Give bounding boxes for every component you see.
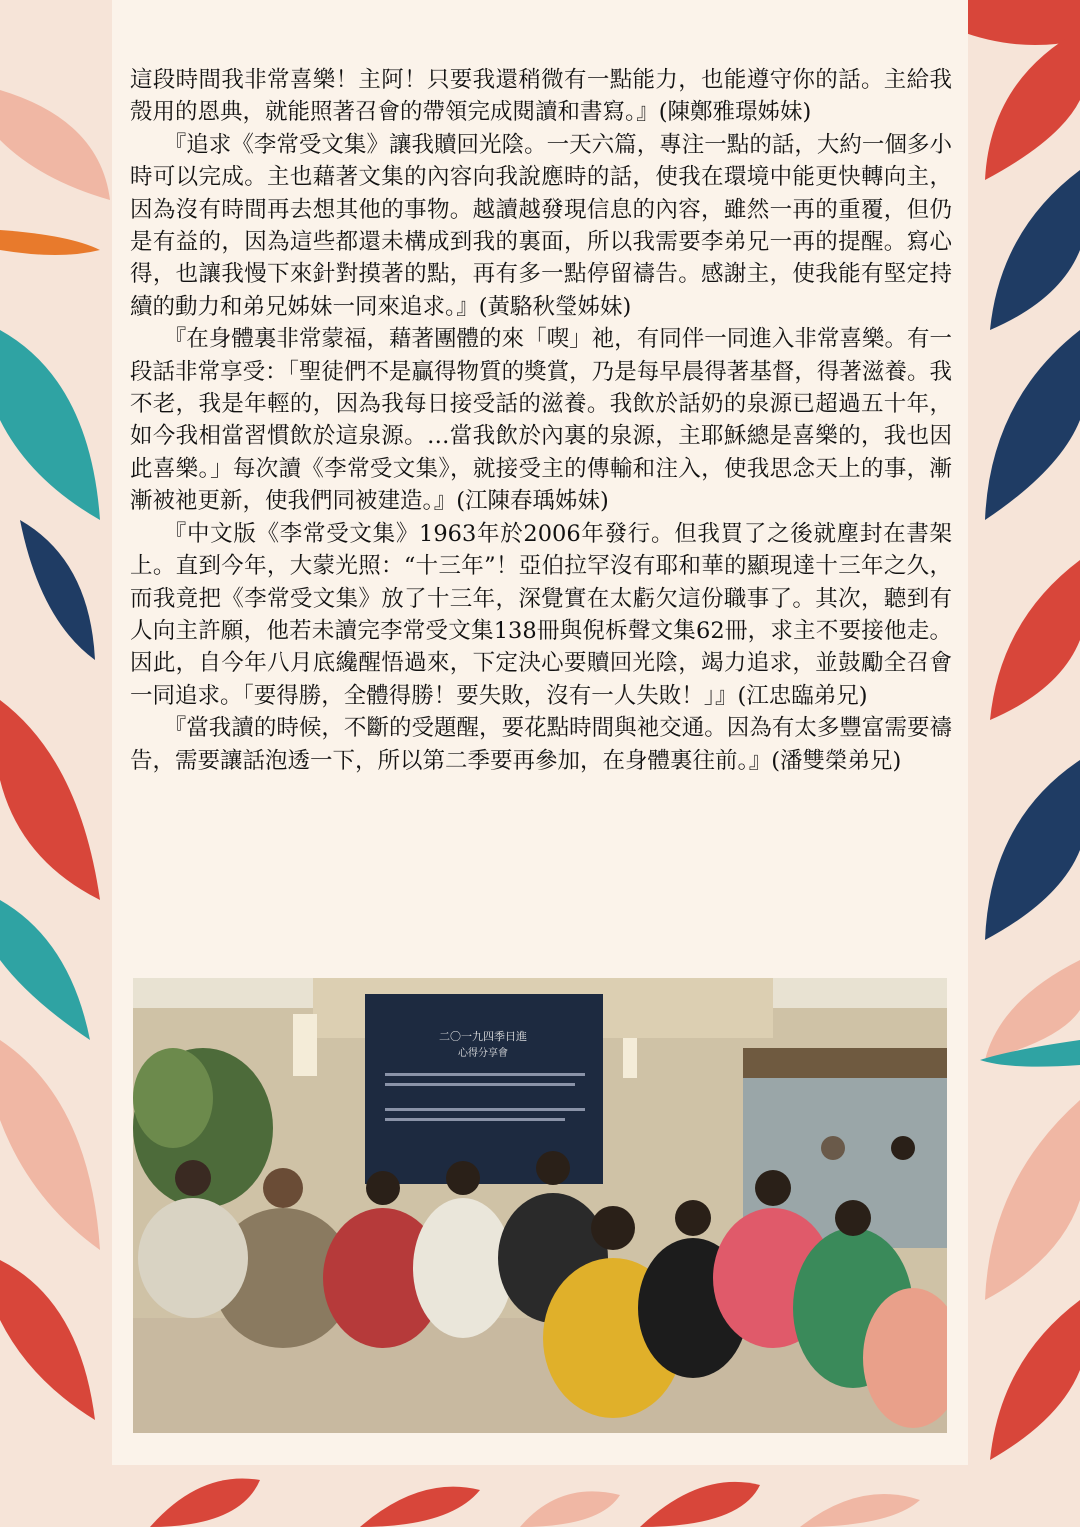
testimony-paragraph-3: 『在身體裏非常蒙福，藉著團體的來「喫」祂，有同伴一同進入非常喜樂。有一段話非常享受：「聖徒們不是贏得物質的獎賞，乃是每早晨得著基督，得著滋養。我不老，我是年輕的，因為我每日接受話的滋養。我飲於話奶的泉源已超過五十年，如今我相當習慣飲於這泉源。…當我飲於內裏的泉源，主耶穌總是喜樂的，我也因此喜樂。」每次讀《李常受文集》，就接受主的傳輸和注入，使我思念天上的事，漸漸被祂更新，使我們同被建造。』(江陳春瑀姊妹) bbox=[130, 326, 952, 515]
projection-screen bbox=[365, 994, 603, 1184]
testimony-paragraph-4: 『中文版《李常受文集》1963年於2006年發行。但我買了之後就塵封在書架上。直到今年，大蒙光照：“十三年”！亞伯拉罕沒有耶和華的顯現達十三年之久，而我竟把《李常受文集》放了十三年，深覺實在太虧欠這份職事了。其次，聽到有人向主許願，他若未讀完李常受文集138冊與倪柝聲文集62冊，求主不要接他走。因此，自今年八月底纔醒悟過來，下定決心要贖回光陰，竭力追求，並鼓勵全召會一同追求。「要得勝，全體得勝！要失敗，沒有一人失敗！」』(江忠臨弟兄) bbox=[130, 520, 952, 709]
testimony-text bbox=[130, 64, 952, 777]
testimony-paragraph-2: 『追求《李常受文集》讓我贖回光陰。一天六篇，專注一點的話，大約一個多小時可以完成。主也藉著文集的內容向我說應時的話，使我在環境中能更快轉向主，因為沒有時間再去想其他的事物。越讀越發現信息的內容，雖然一再的重覆，但仍是有益的，因為這些都還未構成到我的裏面，所以我需要李弟兄一再的提醒。寫心得，也讓我慢下來針對摸著的點，再有多一點停留禱告。感謝主，使我能有堅定持續的動力和弟兄姊妹一同來追求。』(黃駱秋瑩姊妹) bbox=[130, 131, 952, 320]
screen-title: 二〇一九四季日進 bbox=[439, 1031, 527, 1043]
meeting-photo bbox=[133, 978, 947, 1433]
screen-subtitle: 心得分享會 bbox=[458, 1048, 508, 1059]
testimony-paragraph-1: 這段時間我非常喜樂！主阿！只要我還稍微有一點能力，也能遵守你的話。主給我殼用的恩典，就能照著召會的帶領完成閱讀和書寫。』(陳鄭雅璟姊妹) bbox=[130, 67, 952, 126]
testimony-paragraph-5: 『當我讀的時候，不斷的受題醒，要花點時間與祂交通。因為有太多豐富需要禱告，需要讓話泡透一下，所以第二季要再參加，在身體裏往前。』(潘雙榮弟兄) bbox=[130, 715, 952, 774]
